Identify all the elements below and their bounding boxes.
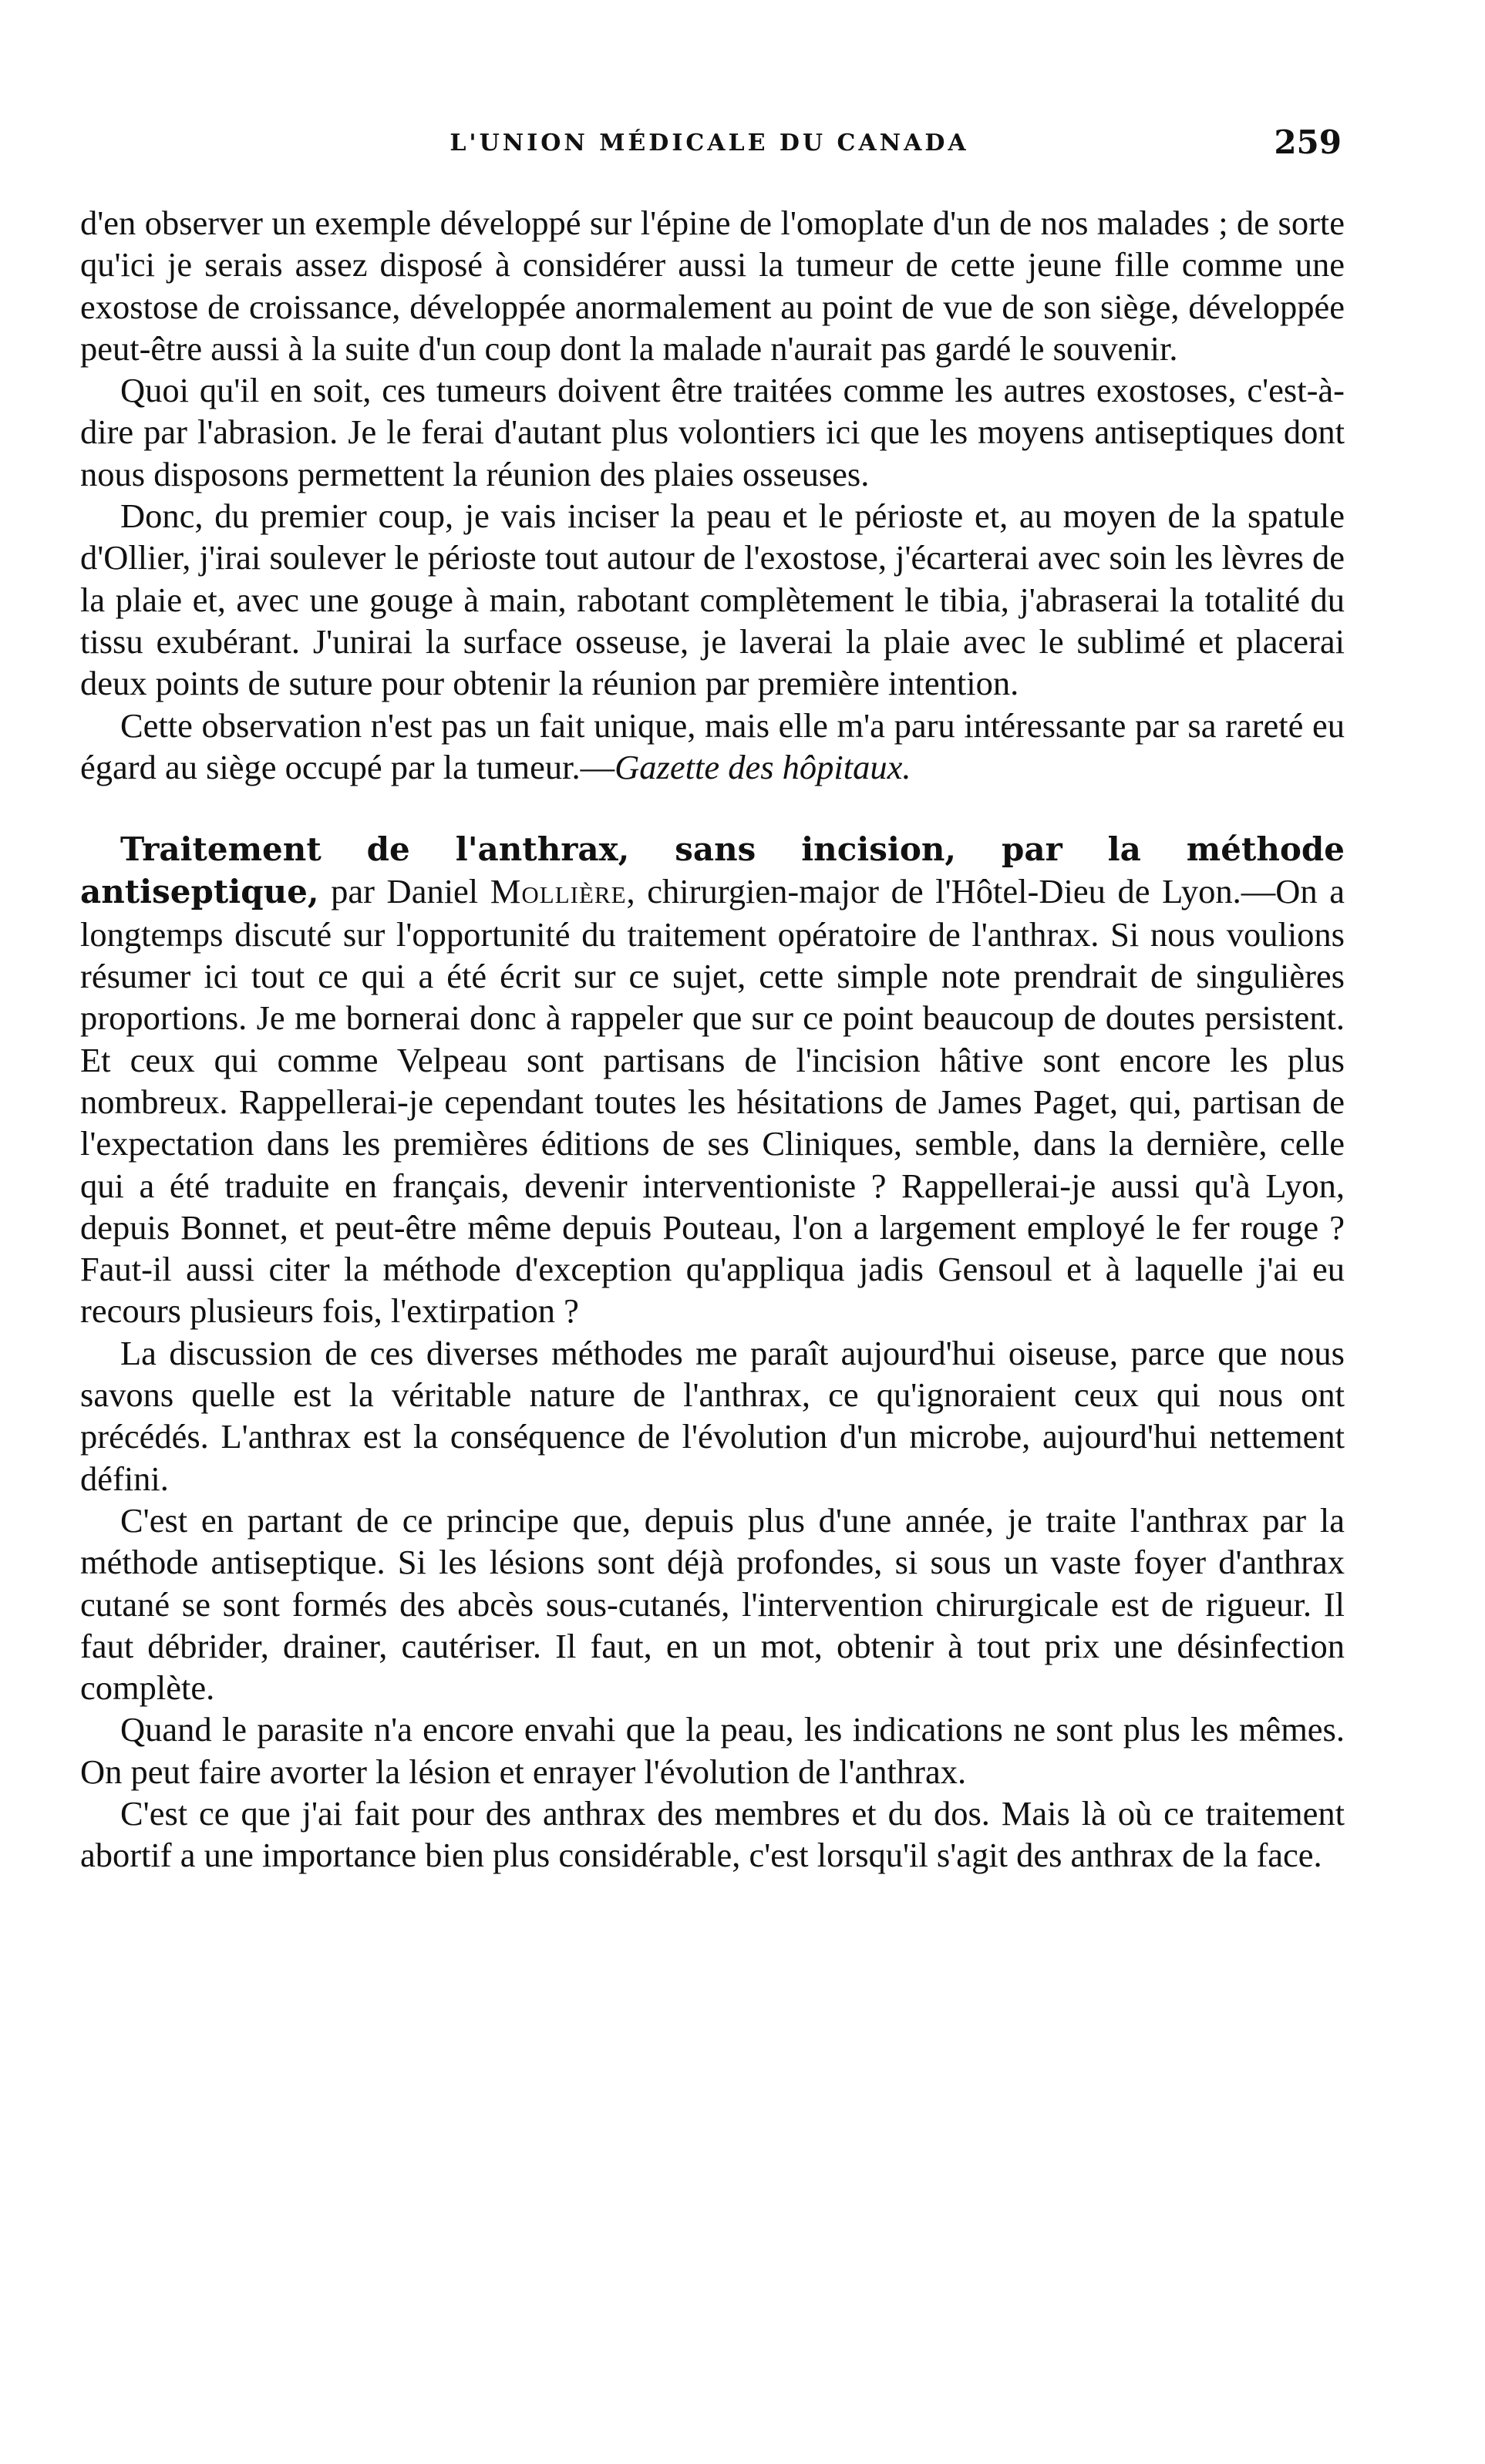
paragraph: La discussion de ces diverses méthodes me paraît aujourd'hui oiseuse, parce que nous savons quelle est la véritable nature de l'anthrax, ce qu'ignoraient ceux qui nous ont précédés. L'anthrax est la conséquence de l'évolution d'un microbe, aujourd'hui nettement défini.	[80, 1333, 1345, 1498]
article-title: Traitement de l'anthrax, sans incision, par la méthode antiseptique,	[80, 830, 1345, 911]
paragraph: d'en observer un exemple développé sur l'épine de l'omoplate d'un de nos malades ; de sorte qu'ici je serais assez disposé à considérer aussi la tumeur de cette jeune fille comme une exostose de croissance, développée anormalement au point de vue de son siège, développée peut-être aussi à la suite d'un coup dont la malade n'aurait pas gardé le souvenir.	[80, 204, 1345, 368]
source-citation: Gazette des hôpitaux.	[615, 747, 911, 786]
article-byline: par Daniel	[318, 872, 490, 911]
article-author: Mollière	[490, 872, 627, 911]
article-intro: —On a longtemps discuté sur l'opportunité du traitement opératoire de l'anthrax. Si nous voulions résumer ici tout ce qui a été écrit sur ce sujet, cette simple note prendrait de singulières proportions. Je me bornerai donc à rappeler que sur ce point beaucoup de doutes persistent. Et ceux qui comme Velpeau sont partisans de l'incision hâtive sont encore les plus nombreux. Rappellerai-je cependant toutes les hésitations de James Paget, qui, partisan de l'expectation dans les premières éditions de ses Cliniques, semble, dans la dernière, celle qui a été traduite en français, devenir interventioniste ? Rappellerai-je aussi qu'à Lyon, depuis Bonnet, et peut-être même depuis Pouteau, l'on a largement employé le fer rouge ? Faut-il aussi citer la méthode d'exception qu'appliqua jadis Gensoul et à laquelle j'ai eu recours plusieurs fois, l'extirpation ?	[80, 872, 1345, 1331]
page-header	[77, 123, 1342, 170]
paragraph: C'est en partant de ce principe que, depuis plus d'une année, je traite l'anthrax par la méthode antiseptique. Si les lésions sont déjà profondes, si sous un vaste foyer d'anthrax cutané se sont formés des abcès sous-cutanés, l'intervention chirurgicale est de rigueur. Il faut débrider, drainer, cautériser. Il faut, en un mot, obtenir à tout prix une désinfection complète.	[80, 1500, 1345, 1708]
body-text	[80, 202, 1345, 1877]
paragraph: Quoi qu'il en soit, ces tumeurs doivent être traitées comme les autres exostoses, c'est-à-dire par l'abrasion. Je le ferai d'autant plus volontiers ici que les moyens antiseptiques dont nous disposons permettent la réunion des plaies osseuses.	[80, 371, 1345, 493]
section-gap	[80, 788, 1345, 828]
paragraph: Quand le parasite n'a encore envahi que la peau, les indications ne sont plus les mêmes. On peut faire avorter la lésion et enrayer l'évolution de l'anthrax.	[80, 1710, 1345, 1791]
paragraph: C'est ce que j'ai fait pour des anthrax des membres et du dos. Mais là où ce traitement abortif a une importance bien plus considérable, c'est lorsqu'il s'agit des anthrax de la face.	[80, 1793, 1345, 1875]
paragraph	[80, 705, 1345, 789]
page-number: 259	[1274, 123, 1342, 161]
paragraph-text: Cette observation n'est pas un fait unique, mais elle m'a paru intéressante par sa rareté eu égard au siège occupé par la tumeur.—	[80, 705, 1345, 786]
article-heading	[80, 828, 1345, 1332]
running-title: L'UNION MÉDICALE DU CANADA	[450, 130, 969, 157]
article-affiliation: , chirurgien-major de l'Hôtel-Dieu de Lyon.	[626, 872, 1241, 911]
paragraph: Donc, du premier coup, je vais inciser la peau et le périoste et, au moyen de la spatule d'Ollier, j'irai soulever le périoste tout autour de l'exostose, j'écarterai avec soin les lèvres de la plaie et, avec une gouge à main, rabotant complètement le tibia, j'abraserai la totalité du tissu exubérant. J'unirai la surface osseuse, je laverai la plaie avec le sublimé et placerai deux points de suture pour obtenir la réunion par première intention.	[80, 497, 1345, 703]
